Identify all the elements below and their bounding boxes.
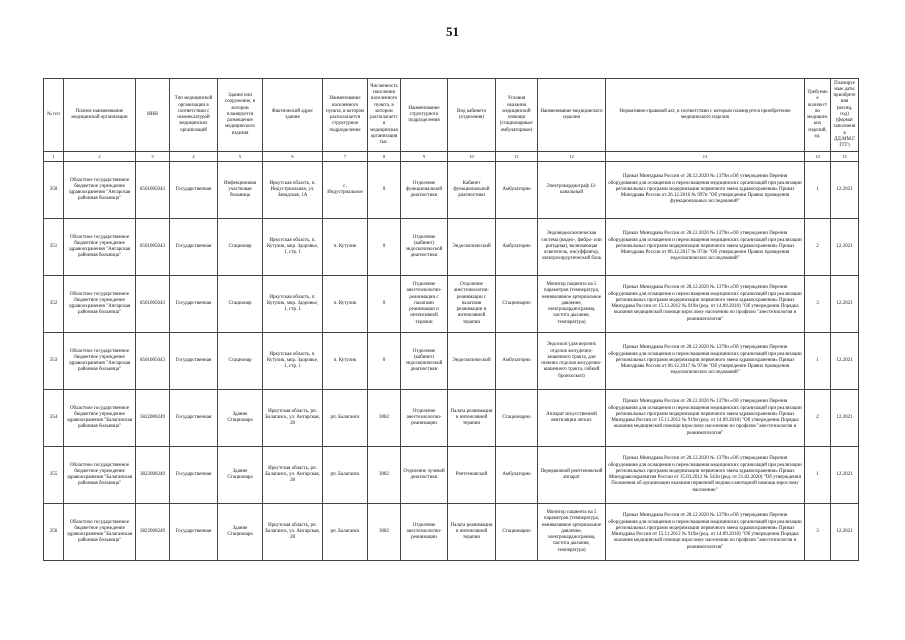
cabinet-type-cell: Палата реанимации и интенсивной терапии (448, 390, 496, 447)
header-cell: Нормативно-правовой акт, в соответствии с которым планируется приобретение медицинского изделия (606, 79, 805, 152)
population-cell: 0 (368, 162, 401, 219)
header-cell: № п/п (44, 79, 64, 152)
table-row (44, 162, 859, 219)
org-type-cell: Государственная (170, 447, 218, 504)
inn-cell: 3822000249 (136, 447, 170, 504)
purchase-date-cell: 12.2021 (831, 333, 859, 390)
table-row (44, 390, 859, 447)
settlement-cell: п. Кутулик (323, 219, 368, 276)
table-row (44, 219, 859, 276)
care-conditions-cell: Стационарно (496, 504, 538, 561)
header-cell: Условия оказания медицинской помощи (стационарные/амбулаторные) (496, 79, 538, 152)
device-name-cell: Эндовидеоскопическая система (видео-, фибро- или ригидная), включающая осветитель, инсуффлятор, электрохирургический блок (538, 219, 606, 276)
row-number-cell: 356 (44, 504, 64, 561)
column-number: 8 (368, 152, 401, 162)
column-number: 13 (606, 152, 805, 162)
device-name-cell: Эндоскоп (для верхних отделов желудочно-кишечного тракта, для нижних отделов желудочно-кишечного тракта, гибкий бронхоскоп) (538, 333, 606, 390)
column-numbers-row (44, 152, 859, 162)
cabinet-type-cell: Кабинет функциональной диагностики (448, 162, 496, 219)
row-number-cell: 351 (44, 219, 64, 276)
inn-cell: 3822000249 (136, 390, 170, 447)
quantity-cell: 1 (805, 162, 831, 219)
building-cell: Здание Стационара (218, 390, 263, 447)
building-cell: Стационар (218, 333, 263, 390)
purchase-date-cell: 12.2021 (831, 276, 859, 333)
quantity-cell: 1 (805, 447, 831, 504)
population-cell: 0 (368, 276, 401, 333)
unit-name-cell: Отделение (кабинет) эндоскопической диагностики (401, 333, 448, 390)
column-number: 6 (263, 152, 323, 162)
settlement-cell: рп. Балаганск (323, 390, 368, 447)
column-number: 14 (805, 152, 831, 162)
org-type-cell: Государственная (170, 276, 218, 333)
unit-name-cell: Отделение анестезиологии-реанимации (401, 504, 448, 561)
address-cell: Иркутская область, п. Кутулик, мкр. Здоровье, 1, стр. 1 (263, 333, 323, 390)
normative-act-cell: Приказ Минздрава России от 28.12.2020 № 1379н «Об утверждении Перечня оборудования для оснащения и переоснащения медицинских организаций при реализации региональных программ модернизации первичного звена здравоохранения» Приказ Минздрава России от 06.12.2017 № 974н "Об утверждении Правил проведения эндоскопических исследований" (606, 333, 805, 390)
cabinet-type-cell: Палата реанимации и интенсивной терапии (448, 504, 496, 561)
care-conditions-cell: Стационарно (496, 390, 538, 447)
header-cell: ИНН (136, 79, 170, 152)
inn-cell: 8501005043 (136, 162, 170, 219)
care-conditions-cell: Амбулаторно (496, 447, 538, 504)
inn-cell: 8501005043 (136, 276, 170, 333)
unit-name-cell: Отделение функциональной диагностики (401, 162, 448, 219)
header-cell: Планируемые даты приобретения (месяц, год) (формат заполнения ДД.ММ.ГГГГ) (831, 79, 859, 152)
care-conditions-cell: Амбулаторно (496, 162, 538, 219)
address-cell: Иркутская область, п. Кутулик, мкр. Здоровье, 1, стр. 1 (263, 276, 323, 333)
column-number: 1 (44, 152, 64, 162)
org-type-cell: Государственная (170, 504, 218, 561)
header-cell: Фактический адрес здания (263, 79, 323, 152)
normative-act-cell: Приказ Минздрава России от 28.12.2020 № 1379н «Об утверждении Перечня оборудования для оснащения и переоснащения медицинских организаций при реализации региональных программ модернизации первичного звена здравоохранения» Приказ Минздрава России от 06.12.2017 № 974н "Об утверждении Правил проведения эндоскопических исследований" (606, 219, 805, 276)
cabinet-type-cell: Эндоскопический (448, 219, 496, 276)
population-cell: 3082 (368, 447, 401, 504)
care-conditions-cell: Стационарно (496, 276, 538, 333)
equipment-table (43, 78, 859, 561)
population-cell: 3082 (368, 504, 401, 561)
unit-name-cell: Отделение (кабинет) эндоскопической диагностики (401, 219, 448, 276)
building-cell: Здание Стационара (218, 504, 263, 561)
purchase-date-cell: 12.2021 (831, 447, 859, 504)
care-conditions-cell: Амбулаторно (496, 219, 538, 276)
inn-cell: 8501005043 (136, 333, 170, 390)
purchase-date-cell: 12.2021 (831, 162, 859, 219)
cabinet-type-cell: Эндоскопический (448, 333, 496, 390)
building-cell: Стационар (218, 219, 263, 276)
org-name-cell: Областное государственное бюджетное учреждение здравоохранения "Ангарская районная больница" (64, 276, 136, 333)
purchase-date-cell: 12.2021 (831, 390, 859, 447)
header-cell: Наименование населенного пункта, в котором располагается структурное подразделение (323, 79, 368, 152)
org-type-cell: Государственная (170, 390, 218, 447)
population-cell: 0 (368, 219, 401, 276)
table-row (44, 504, 859, 561)
table-row (44, 333, 859, 390)
normative-act-cell: Приказ Минздрава России от 28.12.2020 № 1379н «Об утверждении Перечня оборудования для оснащения и переоснащения медицинских организаций при реализации региональных программ модернизации первичного звена здравоохранения» Приказ Минздрава России от 15.11.2012 № 919н (ред. от 14.09.2018) "Об утверждении Порядка оказания медицинской помощи взрослому населению по профилю "анестезиология и реаниматология" (606, 504, 805, 561)
building-cell: Здание Стационара (218, 447, 263, 504)
address-cell: Иркутская область, рп. Балаганск, ул. Ангарская, 28 (263, 447, 323, 504)
header-cell: Требуемое количество медицинских изделий, ед. (805, 79, 831, 152)
device-name-cell: Монитор пациента на 5 параметров (температура, неинвазивное артериальное давление, электрокардиограмма, частота дыхания, температура) (538, 276, 606, 333)
column-number: 7 (323, 152, 368, 162)
org-type-cell: Государственная (170, 333, 218, 390)
row-number-cell: 354 (44, 390, 64, 447)
unit-name-cell: Отделение анестезиологии-реанимации с палатами реанимации и интенсивной терапии (401, 276, 448, 333)
quantity-cell: 2 (805, 390, 831, 447)
table-row (44, 447, 859, 504)
normative-act-cell: Приказ Минздрава России от 28.12.2020 № 1379н «Об утверждении Перечня оборудования для оснащения и переоснащения медицинских организаций при реализации региональных программ модернизации первичного звена здравоохранения» Приказ Минздравсоцразвития России от 15.03.2012 № 543н (ред. от 21.02.2020) "Об утверждении Положения об организации оказания первичной медико-санитарной помощи взрослому населению" (606, 447, 805, 504)
care-conditions-cell: Амбулаторно (496, 333, 538, 390)
building-cell: Инфекционная участковая больница (218, 162, 263, 219)
quantity-cell: 3 (805, 504, 831, 561)
unit-name-cell: Отделение анестезиологии-реанимации (401, 390, 448, 447)
population-cell: 0 (368, 333, 401, 390)
inn-cell: 8501005043 (136, 219, 170, 276)
org-name-cell: Областное государственное бюджетное учреждение здравоохранения "Ангарская районная больница" (64, 219, 136, 276)
header-cell: Наименование медицинского изделия (538, 79, 606, 152)
quantity-cell: 1 (805, 333, 831, 390)
header-cell: Численность населения населенного пункта, в котором располагается медицинская организация тыс. (368, 79, 401, 152)
org-name-cell: Областное государственное бюджетное учреждение здравоохранения "Балаганская районная больница" (64, 504, 136, 561)
table-header-row (44, 79, 859, 152)
settlement-cell: рп. Балаганск (323, 504, 368, 561)
cabinet-type-cell: Отделение анестезиологии-реанимации с палатами реанимации и интенсивной терапии (448, 276, 496, 333)
header-cell: Вид кабинета (отделения) (448, 79, 496, 152)
column-number: 4 (170, 152, 218, 162)
purchase-date-cell: 12.2021 (831, 219, 859, 276)
building-cell: Стационар (218, 276, 263, 333)
normative-act-cell: Приказ Минздрава России от 28.12.2020 № 1379н «Об утверждении Перечня оборудования для оснащения и переоснащения медицинских организаций при реализации региональных программ модернизации первичного звена здравоохранения» Приказ Минздрава России от 15.11.2012 № 919н (ред. от 14.09.2018) "Об утверждении Порядка оказания медицинской помощи взрослому населению по профилю "анестезиология и реаниматология" (606, 390, 805, 447)
address-cell: Иркутская область, рп. Балаганск, ул. Ангарская, 28 (263, 504, 323, 561)
purchase-date-cell: 12.2021 (831, 504, 859, 561)
address-cell: Иркутская область, п. Индустриальная, ул. Заводская, 1А (263, 162, 323, 219)
quantity-cell: 2 (805, 219, 831, 276)
normative-act-cell: Приказ Минздрава России от 28.12.2020 № 1379н «Об утверждении Перечня оборудования для оснащения и переоснащения медицинских организаций при реализации региональных программ модернизации первичного звена здравоохранения» Приказ Минздрава России от 26.12.2016 № 997н "Об утверждении Правил проведения функциональных исследований" (606, 162, 805, 219)
column-number: 5 (218, 152, 263, 162)
org-name-cell: Областное государственное бюджетное учреждение здравоохранения "Балаганская районная больница" (64, 390, 136, 447)
column-number: 12 (538, 152, 606, 162)
org-type-cell: Государственная (170, 162, 218, 219)
column-number: 3 (136, 152, 170, 162)
page-number: 51 (446, 24, 459, 39)
population-cell: 3082 (368, 390, 401, 447)
device-name-cell: Электрокардиограф 12-канальный (538, 162, 606, 219)
org-type-cell: Государственная (170, 219, 218, 276)
inn-cell: 3822000249 (136, 504, 170, 561)
column-number: 2 (64, 152, 136, 162)
org-name-cell: Областное государственное бюджетное учреждение здравоохранения "Ангарская районная больница" (64, 162, 136, 219)
settlement-cell: с. Индустриальное (323, 162, 368, 219)
header-cell: Тип медицинской организации в соответствии с номенклатурой медицинских организаций (170, 79, 218, 152)
device-name-cell: Монитор пациента на 5 параметров (температура, неинвазивное артериальное давление, электрокардиограмма, частота дыхания, температура) (538, 504, 606, 561)
row-number-cell: 353 (44, 333, 64, 390)
settlement-cell: п. Кутулик (323, 276, 368, 333)
row-number-cell: 352 (44, 276, 64, 333)
unit-name-cell: Отделение лучевой диагностики (401, 447, 448, 504)
header-cell: Здание или сооружение, в котором планируется размещение медицинского изделия (218, 79, 263, 152)
org-name-cell: Областное государственное бюджетное учреждение здравоохранения "Ангарская районная больница" (64, 333, 136, 390)
device-name-cell: Передвижной рентгеновский аппарат (538, 447, 606, 504)
row-number-cell: 350 (44, 162, 64, 219)
normative-act-cell: Приказ Минздрава России от 28.12.2020 № 1379н «Об утверждении Перечня оборудования для оснащения и переоснащения медицинских организаций при реализации региональных программ модернизации первичного звена здравоохранения» Приказ Минздрава России от 15.11.2012 № 919н (ред. от 14.09.2018) "Об утверждении Порядка оказания медицинской помощи взрослому населению по профилю "анестезиология и реаниматология" (606, 276, 805, 333)
settlement-cell: рп. Балаганск (323, 447, 368, 504)
address-cell: Иркутская область, п. Кутулик, мкр. Здоровье, 1, стр. 1 (263, 219, 323, 276)
header-cell: Наименование структурного подразделения (401, 79, 448, 152)
column-number: 10 (448, 152, 496, 162)
settlement-cell: п. Кутулик (323, 333, 368, 390)
cabinet-type-cell: Рентгеновский (448, 447, 496, 504)
column-number: 15 (831, 152, 859, 162)
column-number: 11 (496, 152, 538, 162)
org-name-cell: Областное государственное бюджетное учреждение здравоохранения "Балаганская районная больница" (64, 447, 136, 504)
table-row (44, 276, 859, 333)
row-number-cell: 355 (44, 447, 64, 504)
address-cell: Иркутская область, рп. Балаганск, ул. Ангарская, 28 (263, 390, 323, 447)
header-cell: Полное наименование медицинской организации (64, 79, 136, 152)
quantity-cell: 3 (805, 276, 831, 333)
device-name-cell: Аппарат искусственной вентиляции легких (538, 390, 606, 447)
column-number: 9 (401, 152, 448, 162)
